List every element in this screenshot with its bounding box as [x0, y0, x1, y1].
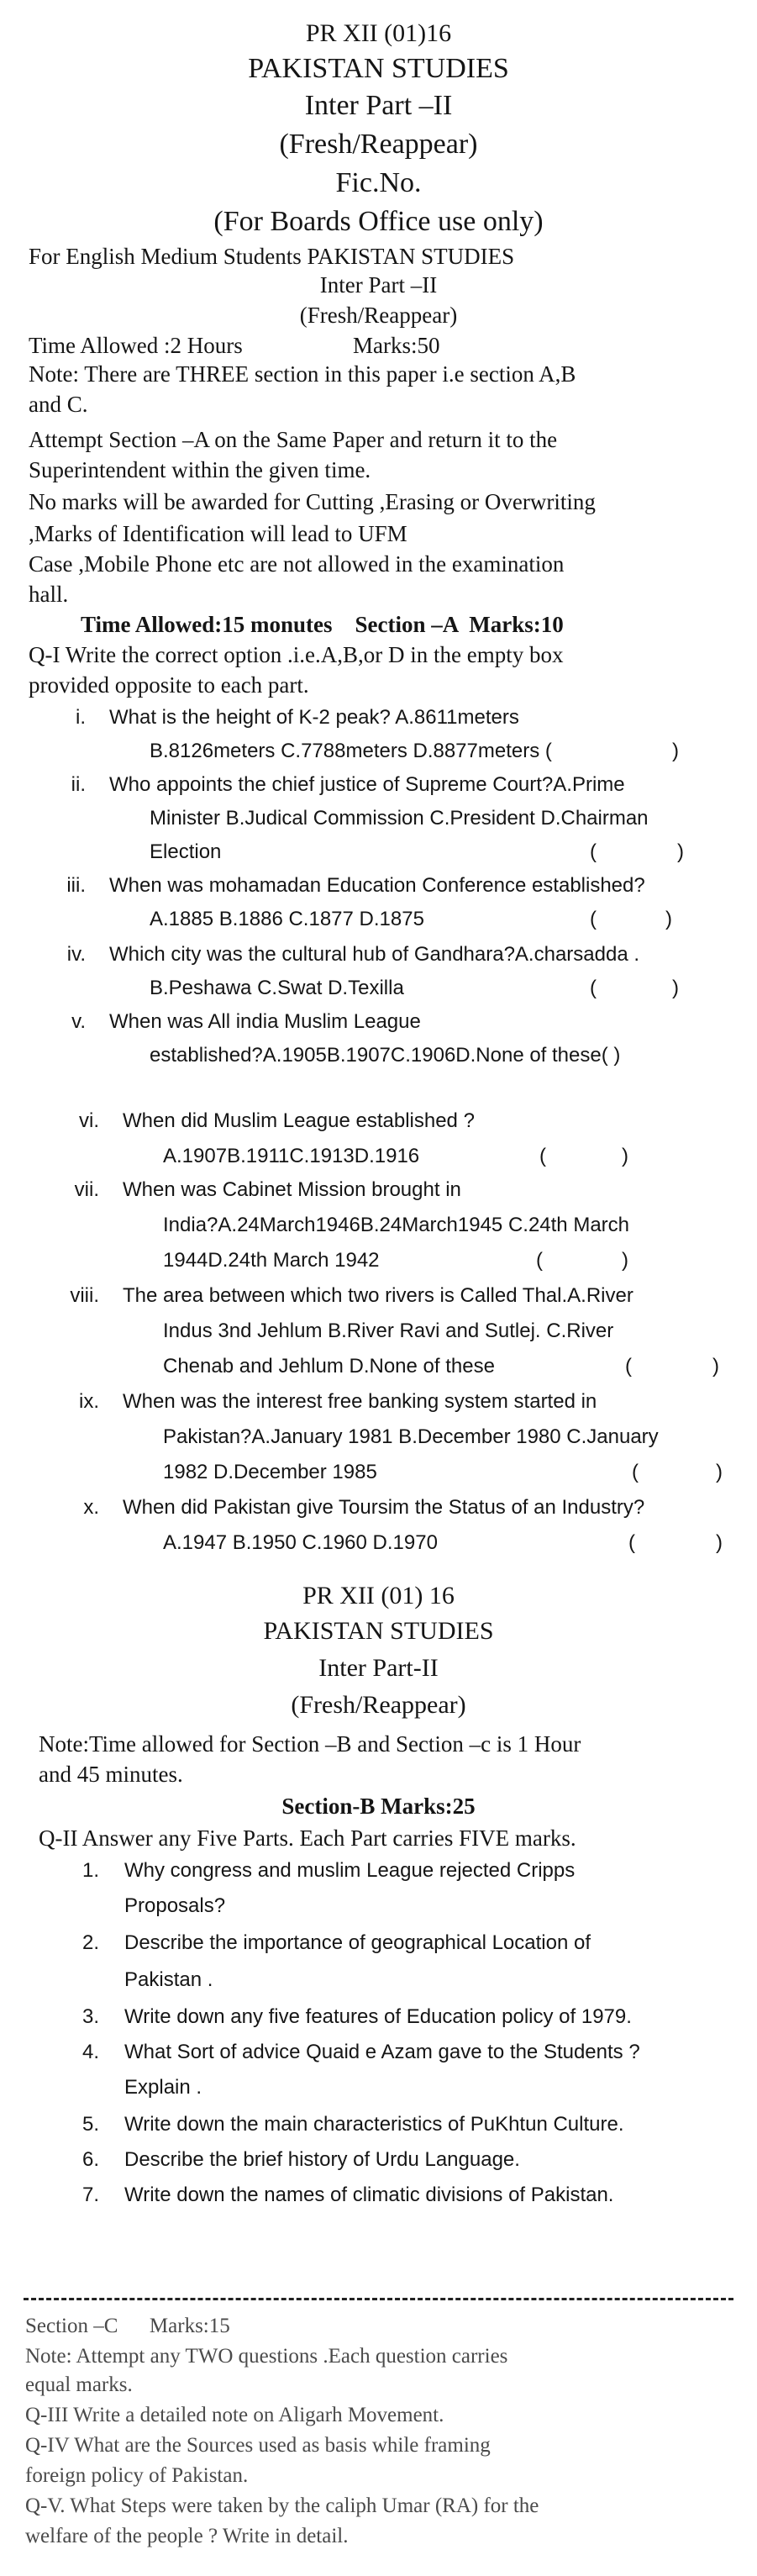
answer-box-open[interactable]: ( — [590, 908, 597, 930]
mcq-text: When was mohamadan Education Conference established? — [109, 874, 645, 897]
mcq-number: viii. — [70, 1284, 99, 1307]
mcq-text: established?A.1905B.1907C.1906D.None of these( ) — [150, 1044, 621, 1067]
paper-code: PR XII (01)16 — [305, 19, 452, 47]
question-text: Why congress and muslim League rejected Cripps — [124, 1859, 576, 1882]
section-a-heading: Time Allowed:15 monutes Section –A Marks:10 — [81, 612, 564, 637]
mcq-number: vii. — [74, 1178, 99, 1201]
mcq-number: x. — [83, 1496, 99, 1519]
instruction-line: hall. — [29, 582, 69, 607]
fic-number: Fic.No. — [335, 167, 422, 198]
paper-code-2: PR XII (01) 16 — [302, 1582, 455, 1609]
question-text: Explain . — [124, 2076, 202, 2099]
mcq-text: B.Peshawa C.Swat D.Texilla — [150, 977, 404, 999]
medium-line: For English Medium Students PAKISTAN STUDIES — [29, 244, 515, 269]
mcq-number: v. — [71, 1010, 86, 1033]
q2-instruction: Q-II Answer any Five Parts. Each Part carries FIVE marks. — [39, 1825, 576, 1851]
answer-box-close[interactable]: ) — [665, 908, 672, 930]
time-allowed: Time Allowed :2 Hours — [29, 333, 243, 358]
session-title-2: (Fresh/Reappear) — [291, 1691, 466, 1719]
mcq-number: iv. — [66, 943, 86, 966]
part-title: Inter Part –II — [304, 90, 453, 121]
subject-title-2: PAKISTAN STUDIES — [263, 1617, 494, 1645]
question-number: 7. — [82, 2184, 100, 2206]
section-c-heading: Section –C Marks:15 — [25, 2315, 230, 2337]
section-c-note: Note: Attempt any TWO questions .Each question carries — [25, 2345, 508, 2368]
instruction-line: Case ,Mobile Phone etc are not allowed in the examination — [29, 551, 565, 577]
answer-box-open[interactable]: ( — [536, 1249, 543, 1272]
answer-box-open[interactable]: ( — [628, 1531, 635, 1554]
instruction-line: No marks will be awarded for Cutting ,Erasing or Overwriting — [29, 489, 596, 514]
question-text: Q-III Write a detailed note on Aligarh Movement. — [25, 2404, 444, 2426]
instruction-line: Superintendent within the given time. — [29, 457, 371, 482]
answer-box-close[interactable]: ) — [712, 1355, 719, 1378]
mcq-number: i. — [76, 706, 86, 729]
mcq-text: A.1947 B.1950 C.1960 D.1970 — [163, 1531, 438, 1554]
mcq-text: Minister B.Judical Commission C.President D.Chairman — [150, 807, 649, 830]
instruction-line: and C. — [29, 392, 88, 417]
question-number: 3. — [82, 2005, 100, 2028]
question-text: Write down the names of climatic divisions of Pakistan. — [124, 2184, 614, 2206]
mcq-text: Indus 3nd Jehlum B.River Ravi and Sutlej. C.River — [163, 1320, 614, 1342]
answer-box-open[interactable]: ( — [625, 1355, 632, 1378]
mcq-text: When was All india Muslim League — [109, 1010, 421, 1033]
part-title-2: Inter Part-II — [318, 1654, 439, 1682]
question-text: foreign policy of Pakistan. — [25, 2464, 249, 2487]
time-note: Note:Time allowed for Section –B and Section –c is 1 Hour — [39, 1731, 581, 1757]
q1-instruction: provided opposite to each part. — [29, 672, 309, 698]
mcq-text: A.1885 B.1886 C.1877 D.1875 — [150, 908, 424, 930]
sub-part: Inter Part –II — [319, 272, 438, 298]
instruction-line: ,Marks of Identification will lead to UFM — [29, 521, 407, 546]
section-b-heading: Section-B Marks:25 — [281, 1794, 476, 1819]
mcq-text: When did Muslim League established ? — [123, 1109, 475, 1132]
question-text: Describe the brief history of Urdu Language. — [124, 2148, 520, 2171]
mcq-text: A.1907B.1911C.1913D.1916 — [163, 1145, 420, 1167]
question-number: 5. — [82, 2113, 100, 2136]
question-text: Write down the main characteristics of PuKhtun Culture. — [124, 2113, 624, 2136]
boards-office-note: (For Boards Office use only) — [213, 206, 544, 237]
question-text: Describe the importance of geographical Location of — [124, 1931, 591, 1954]
mcq-text: Chenab and Jehlum D.None of these — [163, 1355, 495, 1378]
mcq-text: 1982 D.December 1985 — [163, 1461, 377, 1483]
question-number: 4. — [82, 2041, 100, 2063]
answer-box-close[interactable]: ) — [672, 740, 679, 762]
mcq-text: The area between which two rivers is Called Thal.A.River — [123, 1284, 633, 1307]
time-note: and 45 minutes. — [39, 1762, 183, 1787]
mcq-number: ii. — [71, 773, 86, 796]
mcq-text: Election — [150, 840, 222, 863]
answer-box-close[interactable]: ) — [622, 1249, 628, 1272]
mcq-text: Which city was the cultural hub of Gandhara?A.charsadda . — [109, 943, 640, 966]
mcq-text: When was the interest free banking system started in — [123, 1390, 597, 1413]
instruction-line: Attempt Section –A on the Same Paper and return it to the — [29, 427, 558, 452]
answer-box-open[interactable]: ( — [590, 977, 597, 999]
mcq-number: vi. — [79, 1109, 99, 1132]
section-divider — [24, 2298, 733, 2300]
question-text: Pakistan . — [124, 1968, 213, 1991]
question-number: 6. — [82, 2148, 100, 2171]
question-text: Q-V. What Steps were taken by the caliph Umar (RA) for the — [25, 2494, 539, 2517]
question-text: Proposals? — [124, 1894, 226, 1917]
question-number: 2. — [82, 1931, 100, 1954]
question-text: Write down any five features of Education policy of 1979. — [124, 2005, 632, 2028]
section-c-note: equal marks. — [25, 2373, 133, 2396]
mcq-text: Pakistan?A.January 1981 B.December 1980 C.January — [163, 1425, 659, 1448]
answer-box-open[interactable]: ( — [632, 1461, 639, 1483]
mcq-text: Who appoints the chief justice of Supreme Court?A.Prime — [109, 773, 625, 796]
answer-box-close[interactable]: ) — [677, 840, 684, 863]
subject-title: PAKISTAN STUDIES — [248, 53, 509, 84]
question-text: Q-IV What are the Sources used as basis while framing — [25, 2434, 491, 2457]
q1-instruction: Q-I Write the correct option .i.e.A,B,or D in the empty box — [29, 642, 564, 667]
mcq-text: What is the height of K-2 peak? A.8611meters — [109, 706, 519, 729]
answer-box-close[interactable]: ) — [672, 977, 679, 999]
mcq-number: ix. — [79, 1390, 99, 1413]
total-marks: Marks:50 — [353, 333, 440, 358]
answer-box-open[interactable]: ( — [539, 1145, 546, 1167]
mcq-text: India?A.24March1946B.24March1945 C.24th March — [163, 1214, 629, 1236]
question-number: 1. — [82, 1859, 100, 1882]
sub-session: (Fresh/Reappear) — [299, 303, 458, 328]
session-title: (Fresh/Reappear) — [279, 129, 478, 160]
mcq-text: When did Pakistan give Toursim the Status of an Industry? — [123, 1496, 645, 1519]
mcq-text: When was Cabinet Mission brought in — [123, 1178, 461, 1201]
mcq-text: 1944D.24th March 1942 — [163, 1249, 380, 1272]
mcq-number: iii. — [66, 874, 86, 897]
answer-box-close[interactable]: ) — [716, 1531, 723, 1554]
answer-box-close[interactable]: ) — [716, 1461, 723, 1483]
answer-box-open[interactable]: ( — [590, 840, 597, 863]
question-text: What Sort of advice Quaid e Azam gave to the Students ? — [124, 2041, 640, 2063]
question-text: welfare of the people ? Write in detail. — [25, 2525, 349, 2547]
answer-box-close[interactable]: ) — [622, 1145, 628, 1167]
mcq-text: B.8126meters C.7788meters D.8877meters ( — [150, 740, 552, 762]
instruction-line: Note: There are THREE section in this paper i.e section A,B — [29, 361, 576, 387]
